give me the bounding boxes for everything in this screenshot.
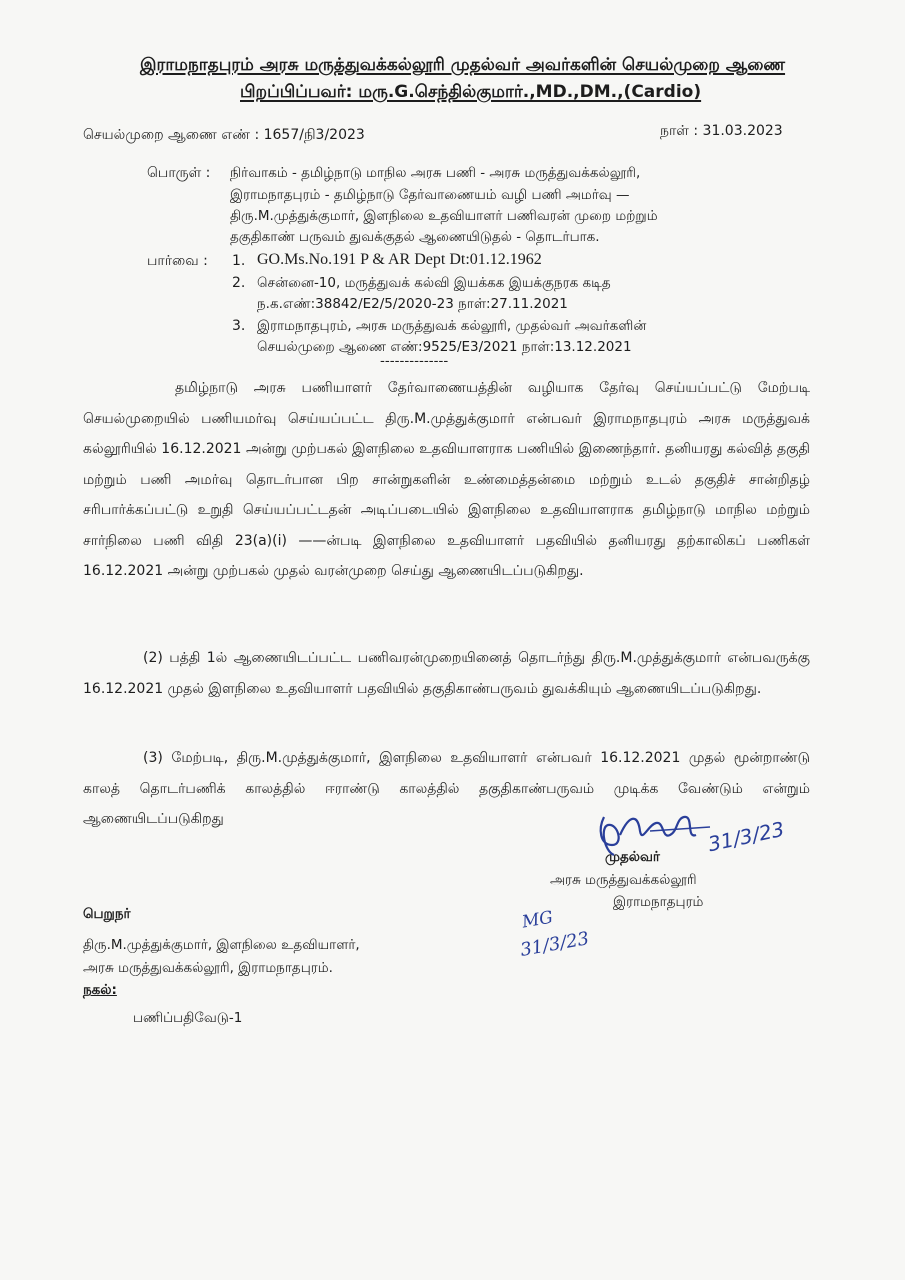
initials-stamp-initials: MG [520,907,555,933]
document-issuer: பிறப்பிப்பவர்: மரு.G.செந்தில்குமார்.,MD.,DM.,(Cardio) [240,82,702,102]
signatory-place: இராமநாதபுரம் [613,894,704,910]
initials-stamp [520,907,554,932]
subject-label: பொருள் : [147,165,211,181]
reference-number: 3. [232,318,246,334]
references-label: பார்வை : [147,253,208,269]
body-paragraph-2: (2) பத்தி 1ல் ஆணையிடப்பட்ட பணிவரன்முறையினைத் தொடர்ந்து திரு.M.முத்துக்குமார் என்பவருக்கு 16.12.2021 முதல் இளநிலை உதவியாளர் பதவியில் தகுதிகாண்பருவம் துவக்கியும் ஆணையிடப்படுகிறது. [83,650,810,697]
order-number: செயல்முறை ஆணை எண் : 1657/நி3/2023 [83,127,365,143]
copy-item: பணிப்பதிவேடு-1 [133,1010,243,1026]
copy-label: நகல்: [83,982,117,998]
reference-line: செயல்முறை ஆணை எண்:9525/E3/2021 நாள்:13.12.2021 [257,339,632,355]
receiver-line: அரசு மருத்துவக்கல்லூரி, இராமநாதபுரம். [83,960,333,976]
subject-line: நிர்வாகம் - தமிழ்நாடு மாநில அரசு பணி - அரசு மருத்துவக்கல்லூரி, [230,165,641,181]
order-date: நாள் : 31.03.2023 [660,123,783,139]
receiver-label: பெறுநர் [83,906,131,922]
initials-stamp-date: 31/3/23 [518,928,591,961]
reference-line: ந.க.எண்:38842/E2/5/2020-23 நாள்:27.11.2021 [257,296,568,312]
receiver-line: திரு.M.முத்துக்குமார், இளநிலை உதவியாளர், [83,937,360,953]
document-title: இராமநாதபுரம் அரசு மருத்துவக்கல்லூரி முதல்வர் அவர்களின் செயல்முறை ஆணை [140,55,786,75]
reference-line: GO.Ms.No.191 P & AR Dept Dt:01.12.1962 [257,251,542,268]
subject-line: தகுதிகாண் பருவம் துவக்குதல் ஆணையிடுதல் - தொடர்பாக. [230,229,600,245]
signature-date: 31/3/23 [705,816,787,857]
subject-line: இராமநாதபுரம் - தமிழ்நாடு தேர்வாணையம் வழி பணி அமர்வு — [230,187,630,203]
body-paragraph-1: தமிழ்நாடு அரசு பணியாளர் தேர்வாணையத்தின் வழியாக தேர்வு செய்யப்பட்டு மேற்படி செயல்முறையில் பணியமர்வு செய்யப்பட்ட திரு.M.முத்துக்குமார் என்பவர் இராமநாதபுரம் அரசு மருத்துவக் கல்லூரியில் 16.12.2021 அன்று முற்பகல் இளநிலை உதவியாளராக பணியில் இணைந்தார். தனியரது கல்வித் தகுதி மற்றும் பணி அமர்வு தொடர்பான பிற சான்றுகளின் உண்மைத்தன்மை மற்றும் உடல் தகுதிச் சான்றிதழ் சரிபார்க்கப்பட்டு உறுதி செய்யப்பட்டதன் அடிப்படையில் இளநிலை உதவியாளராக தமிழ்நாடு மாநில மற்றும் சார்நிலை பணி விதி 23(a)(i) ——ன்படி இளநிலை உதவியாளர் பதவியில் தனியரது தற்காலிகப் பணிகள் 16.12.2021 அன்று முற்பகல் முதல் வரன்முறை செய்து ஆணையிடப்படுகிறது. [83,380,810,579]
reference-line: இராமநாதபுரம், அரசு மருத்துவக் கல்லூரி, முதல்வர் அவர்களின் [257,318,647,334]
reference-divider: -------------- [380,353,449,369]
reference-number: 1. [232,253,246,269]
signatory-designation: முதல்வர் [605,849,660,865]
body-paragraph-3: (3) மேற்படி, திரு.M.முத்துக்குமார், இளநிலை உதவியாளர் என்பவர் 16.12.2021 முதல் மூன்றாண்டு காலத் தொடர்பணிக் காலத்தில் ஈராண்டு காலத்தில் தகுதிகாண்பருவம் முடிக்க வேண்டும் என்றும் ஆணையிடப்படுகிறது [83,750,810,827]
signatory-institution: அரசு மருத்துவக்கல்லூரி [550,872,697,888]
reference-line: சென்னை-10, மருத்துவக் கல்வி இயக்கக இயக்குநரக கடித [257,275,611,291]
subject-line: திரு.M.முத்துக்குமார், இளநிலை உதவியாளர் பணிவரன் முறை மற்றும் [230,208,658,224]
reference-number: 2. [232,275,246,291]
